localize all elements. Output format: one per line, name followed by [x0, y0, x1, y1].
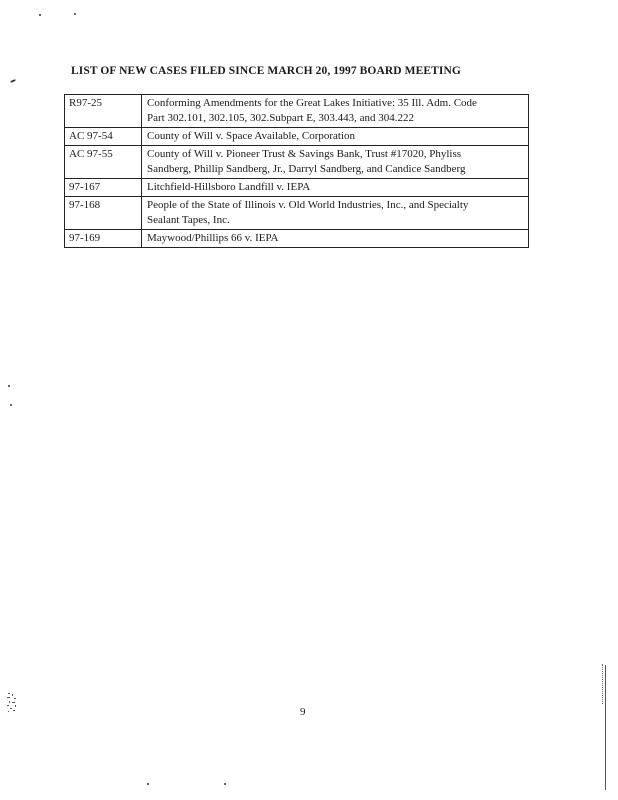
scan-speck — [8, 385, 10, 387]
case-number: AC 97-55 — [65, 146, 142, 179]
table-row — [65, 230, 529, 248]
case-description-line: People of the State of Illinois v. Old World Industries, Inc., and Specialty — [147, 199, 469, 211]
case-description-line: Maywood/Phillips 66 v. IEPA — [147, 232, 279, 244]
case-description — [142, 179, 529, 197]
case-description — [142, 197, 529, 230]
case-description — [142, 146, 529, 179]
case-number: AC 97-54 — [65, 128, 142, 146]
case-description — [142, 128, 529, 146]
case-description — [142, 95, 529, 128]
case-description-line: Sealant Tapes, Inc. — [147, 214, 230, 226]
scan-speck — [39, 14, 41, 16]
scan-speck — [74, 13, 76, 15]
case-number: R97-25 — [65, 95, 142, 128]
case-description-line: Conforming Amendments for the Great Lakes Initiative: 35 Ill. Adm. Code — [147, 97, 477, 109]
scan-edge-artifact — [602, 664, 604, 704]
table-row — [65, 146, 529, 179]
case-number: 97-169 — [65, 230, 142, 248]
case-number: 97-167 — [65, 179, 142, 197]
case-number: 97-168 — [65, 197, 142, 230]
scan-speck — [10, 404, 12, 406]
scan-speck — [10, 79, 16, 83]
case-description-line: Part 302.101, 302.105, 302.Subpart E, 303.443, and 304.222 — [147, 112, 415, 124]
document-title: LIST OF NEW CASES FILED SINCE MARCH 20, 1997 BOARD MEETING — [71, 65, 461, 77]
scan-speck — [147, 783, 149, 785]
case-description-line: Sandberg, Phillip Sandberg, Jr., Darryl Sandberg, and Candice Sandberg — [147, 163, 466, 175]
case-description-line: Litchfield-Hillsboro Landfill v. IEPA — [147, 181, 311, 193]
scan-artifact-mark — [6, 692, 20, 714]
page-number: 9 — [300, 706, 306, 718]
cases-table — [64, 94, 529, 248]
case-description-line: County of Will v. Pioneer Trust & Savings Bank, Trust #17020, Phyliss — [147, 148, 462, 160]
case-description — [142, 230, 529, 248]
table-row — [65, 179, 529, 197]
scan-speck — [224, 783, 226, 785]
case-description-line: County of Will v. Space Available, Corporation — [147, 130, 356, 142]
table-row — [65, 197, 529, 230]
table-row — [65, 95, 529, 128]
table-row — [65, 128, 529, 146]
scan-edge-line — [605, 665, 606, 790]
